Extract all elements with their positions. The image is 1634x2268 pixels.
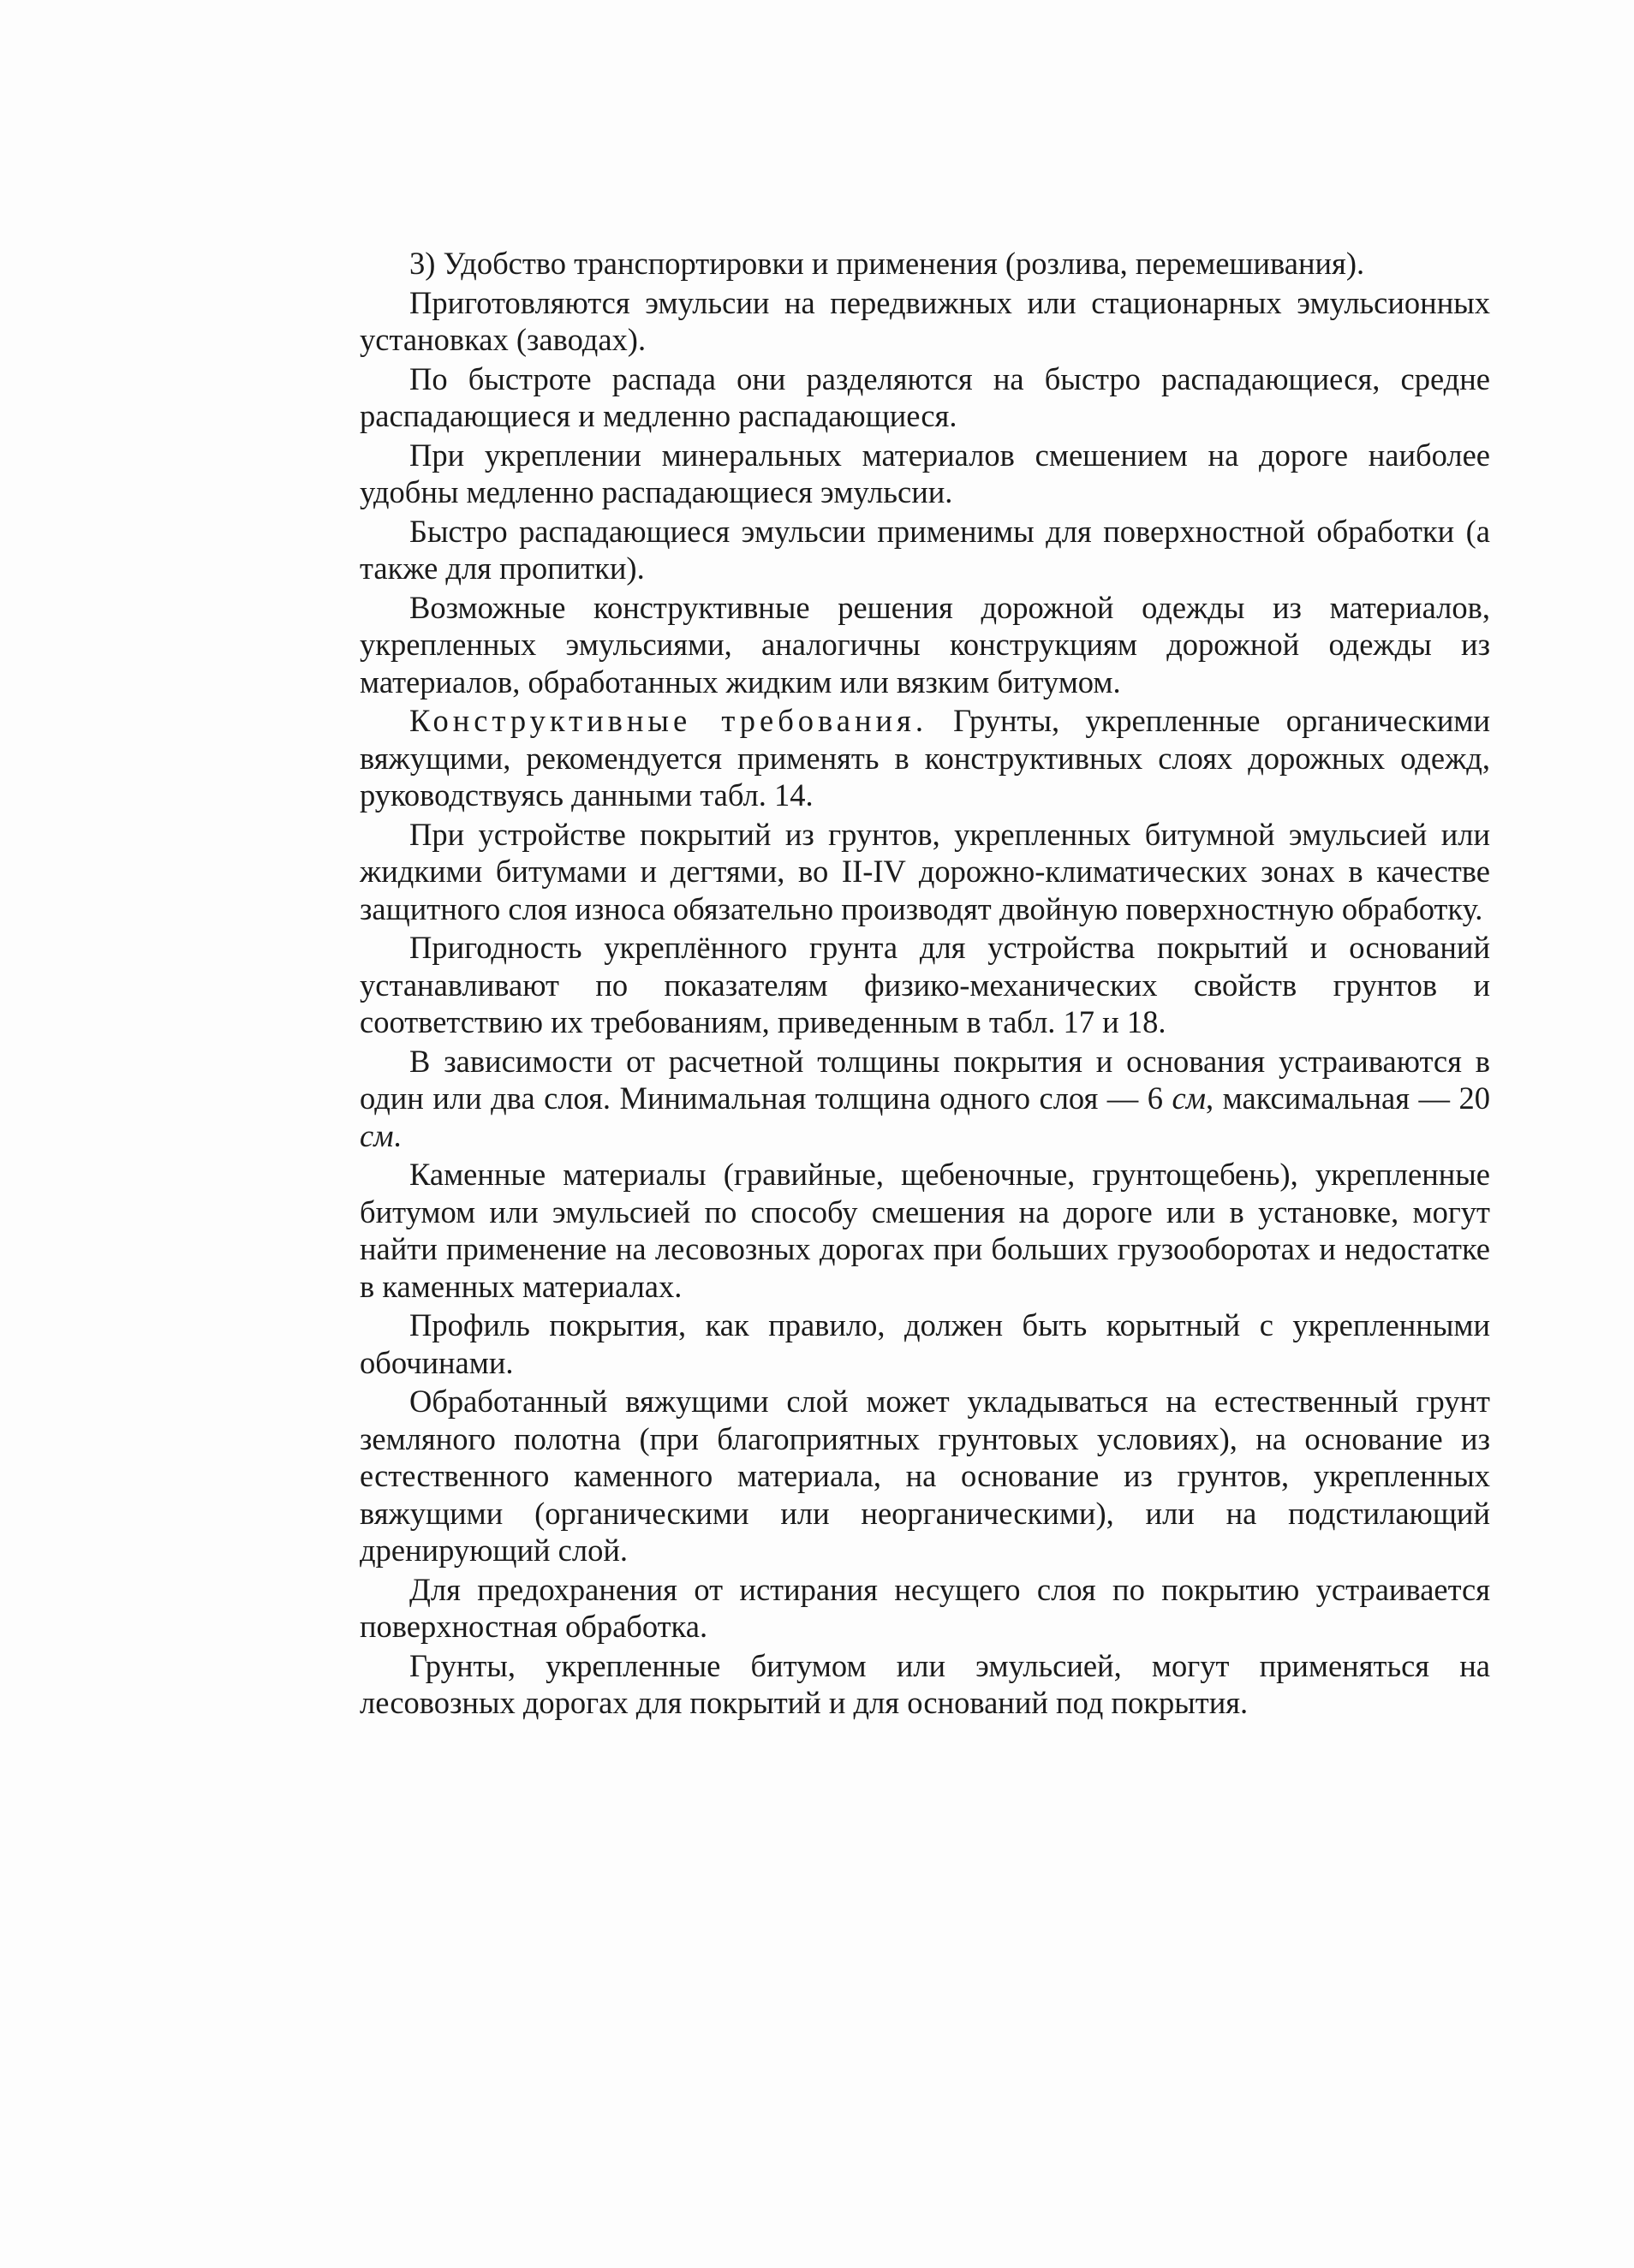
paragraph-text: Грунты, укрепленные битумом или эмульсией, могут применяться на лесовозных дорогах для покрытий и для оснований под покрытия. [360, 1647, 1490, 1720]
paragraph [360, 245, 1490, 283]
paragraph-text: Каменные материалы (гравийные, щебеночные, грунтощебень), укрепленные битумом или эмульсией по способу смешения на дороге или в установке, могут найти применение на лесовозных дорогах при больших грузооборотах и недостатке в каменных материалах. [360, 1157, 1490, 1304]
paragraph [360, 437, 1490, 511]
paragraph [360, 1383, 1490, 1569]
paragraph [360, 1156, 1490, 1305]
paragraph [360, 1307, 1490, 1381]
unit-cm: см [1172, 1080, 1207, 1116]
paragraph [360, 929, 1490, 1041]
paragraph-text: По быстроте распада они разделяются на быстро распадающиеся, средне распадающиеся и медленно распадающиеся. [360, 360, 1490, 433]
paragraph [360, 702, 1490, 814]
paragraph-text: Возможные конструктивные решения дорожной одежды из материалов, укрепленных эмульсиями, аналогичны конструкциям дорожной одежды из материалов, обработанных жидким или вязким битумом. [360, 589, 1490, 699]
paragraph-text: Пригодность укреплённого грунта для устройства покрытий и оснований устанавливают по показателям физико-механических свойств грунтов и соответствию их требованиям, приведенным в табл. 17 и 18. [360, 930, 1490, 1039]
paragraph-text: Обработанный вяжущими слой может укладываться на естественный грунт земляного полотна (при благоприятных грунтовых условиях), на основание из естественного каменного материала, на основание из грунтов, укрепленных вяжущими (органическими или неорганическими), или на подстилающий дренирующий слой. [360, 1384, 1490, 1568]
paragraph-text: Приготовляются эмульсии на передвижных или стационарных эмульсионных установках (заводах). [360, 284, 1490, 357]
paragraph [360, 1647, 1490, 1722]
paragraph [360, 1571, 1490, 1646]
paragraph-text: При устройстве покрытий из грунтов, укрепленных битумной эмульсией или жидкими битумами и дегтями, во II-IV дорожно-климатических зонах в качестве защитного слоя износа обязательно производят двойную поверхностную обработку. [360, 816, 1490, 926]
paragraph-text: Профиль покрытия, как правило, должен быть корытный с укрепленными обочинами. [360, 1307, 1490, 1380]
paragraph-text: В зависимости от расчетной толщины покрытия и основания устраиваются в один или два слоя. Минимальная толщина одного слоя — 6 [360, 1043, 1490, 1116]
paragraph-text: Быстро распадающиеся эмульсии применимы для поверхностной обработки (а также для пропитки). [360, 513, 1490, 586]
paragraph [360, 1043, 1490, 1155]
paragraph [360, 816, 1490, 928]
paragraph [360, 589, 1490, 701]
paragraph [360, 284, 1490, 359]
paragraph-text: . [393, 1117, 402, 1153]
unit-cm: см [360, 1117, 394, 1153]
paragraph-text: Грунты, укрепленные органическими вяжущими, рекомендуется применять в конструктивных слоях дорожных одежд, руководствуясь данными табл. 14. [360, 703, 1490, 813]
paragraph-text: 3) Удобство транспортировки и применения (розлива, перемешивания). [409, 246, 1365, 281]
section-lead: Конструктивные требования. [409, 703, 927, 738]
paragraph [360, 360, 1490, 435]
body-text [360, 245, 1490, 1723]
paragraph-text: Для предохранения от истирания несущего слоя по покрытию устраивается поверхностная обработка. [360, 1571, 1490, 1644]
paragraph [360, 513, 1490, 587]
paragraph-text: , максимальная — 20 [1206, 1080, 1491, 1116]
paragraph-text: При укреплении минеральных материалов смешением на дороге наиболее удобны медленно распадающиеся эмульсии. [360, 437, 1490, 509]
